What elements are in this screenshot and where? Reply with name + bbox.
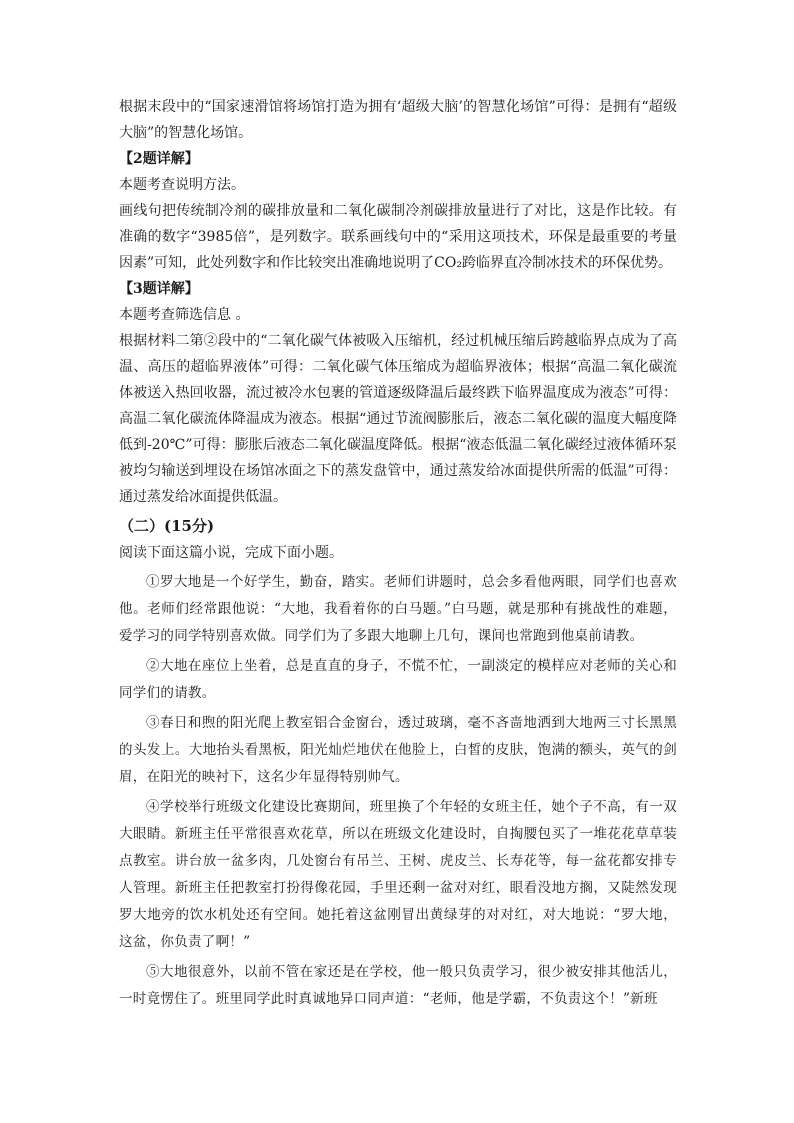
story-paragraph-3: ③春日和煦的阳光爬上教室铝合金窗台，透过玻璃，毫不吝啬地洒到大地两三寸长黑黑的头发上。大地抬头看黑板，阳光灿烂地伏在他脸上，白皙的皮肤，饱满的额头，英气的剑眉，在阳光的映衬下，这名少年显得特别帅气。 [119,715,677,785]
question-3-heading: 【3题详解】 [119,281,199,297]
question-2-heading: 【2题详解】 [119,151,199,167]
answer-paragraph-2b: 画线句把传统制冷剂的碳排放量和二氧化碳制冷剂碳排放量进行了对比，这是作比较。有准确的数字“3985倍”，是列数字。联系画线句中的“采用这项技术，环保是最重要的考量因素”可知，此处列数字和作比较突出准确地说明了CO₂跨临界直冷制冰技术的环保优势。 [119,203,677,271]
story-paragraph-5: ⑤大地很意外，以前不管在家还是在学校，他一般只负责学习，很少被安排其他活儿，一时竟愣住了。班里同学此时真诚地异口同声道：“老师，他是学霸，不负责这个！”新班 [119,964,677,1007]
story-paragraph-2: ②大地在座位上坐着，总是直直的身子，不慌不忙，一副淡定的模样应对老师的关心和同学们的请教。 [119,658,677,701]
story-paragraph-4: ④学校举行班级文化建设比赛期间，班里换了个年轻的女班主任，她个子不高，有一双大眼睛。新班主任平常很喜欢花草，所以在班级文化建设时，自掏腰包买了一堆花花草草装点教室。讲台放一盆多肉，几处窗台有吊兰、王树、虎皮兰、长寿花等，每一盆花都安排专人管理。新班主任把教室打扮得像花园，手里还剩一盆对对红，眼看没地方搁，又陡然发现罗大地旁的饮水机处还有空间。她托着这盆刚冒出黄绿芽的对对红，对大地说：“罗大地，这盆，你负责了啊！” [119,799,677,950]
reading-instruction: 阅读下面这篇小说，完成下面小题。 [119,545,343,561]
answer-paragraph-3a: 本题考查筛选信息 。 [119,307,250,323]
section-heading: （二）(15分) [119,517,215,535]
answer-paragraph-2a: 本题考查说明方法。 [119,177,245,193]
answer-paragraph-1: 根据末段中的“国家速滑馆将场馆打造为拥有‘超级大脑’的智慧化场馆”可得：是拥有“超级大脑”的智慧化场馆。 [119,99,677,141]
answer-paragraph-3b: 根据材料二第②段中的“二氧化碳气体被吸入压缩机，经过机械压缩后跨越临界点成为了高温、高压的超临界液体”可得：二氧化碳气体压缩成为超临界液体；根据“高温二氧化碳流体被送入热回收器，流过被冷水包裹的管道逐级降温后最终跌下临界温度成为液态”可得：高温二氧化碳流体降温成为液态。根据“通过节流阀膨胀后，液态二氧化碳的温度大幅度降低到-20℃”可得：膨胀后液态二氧化碳温度降低。根据“液态低温二氧化碳经过液体循环泵被均匀输送到埋设在场馆冰面之下的蒸发盘管中，通过蒸发给冰面提供所需的低温”可得：通过蒸发给冰面提供低温。 [119,333,677,505]
story-paragraph-1: ①罗大地是一个好学生，勤奋，踏实。老师们讲题时，总会多看他两眼，同学们也喜欢他。老师们经常跟他说：“大地，我看着你的白马题。”白马题，就是那种有挑战性的难题，爱学习的同学特别喜欢做。同学们为了多跟大地聊上几句，课间也常跑到他桌前请教。 [119,574,677,644]
document-body [119,94,677,1013]
